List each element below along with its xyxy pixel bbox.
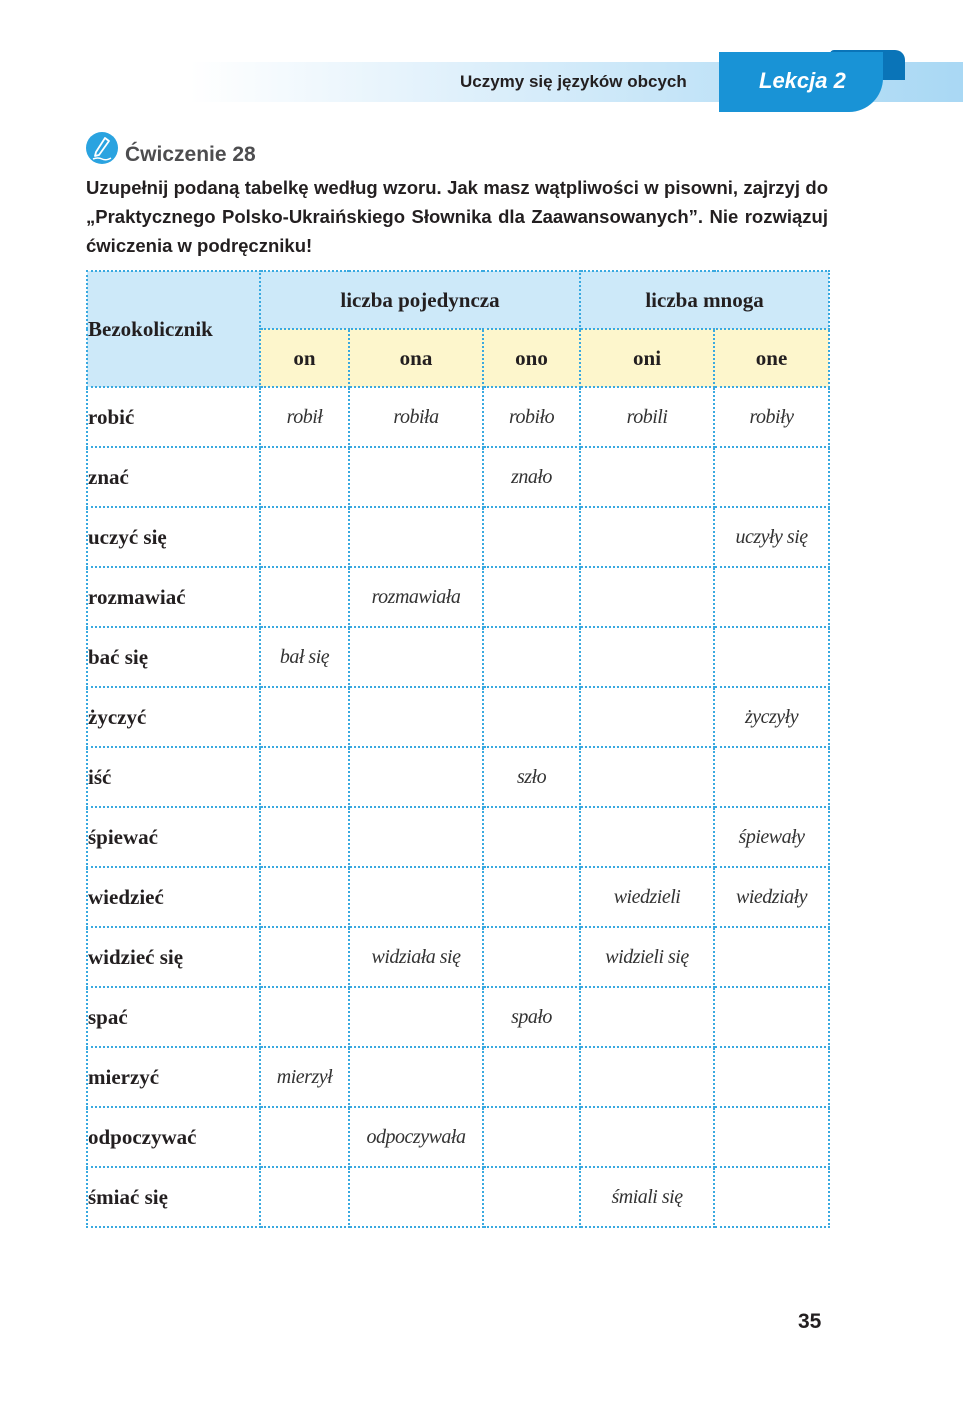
infinitive-cell: znać	[87, 447, 260, 507]
form-cell	[580, 747, 714, 807]
form-cell: mierzył	[260, 1047, 349, 1107]
form-cell	[483, 927, 580, 987]
table-row	[87, 507, 829, 567]
infinitive-cell: uczyć się	[87, 507, 260, 567]
form-cell: wiedziały	[714, 867, 829, 927]
form-cell	[260, 927, 349, 987]
infinitive-cell: życzyć	[87, 687, 260, 747]
pronoun-header: ona	[349, 329, 483, 387]
table-row	[87, 567, 829, 627]
form-cell	[483, 1047, 580, 1107]
form-cell	[580, 567, 714, 627]
form-cell	[714, 1107, 829, 1167]
infinitive-cell: bać się	[87, 627, 260, 687]
page-number: 35	[798, 1310, 822, 1333]
form-cell	[349, 687, 483, 747]
infinitive-cell: odpoczywać	[87, 1107, 260, 1167]
table-row	[87, 867, 829, 927]
form-cell	[349, 447, 483, 507]
pronoun-header: oni	[580, 329, 714, 387]
form-cell: widziała się	[349, 927, 483, 987]
infinitive-cell: spać	[87, 987, 260, 1047]
infinitive-cell: śmiać się	[87, 1167, 260, 1227]
form-cell: bał się	[260, 627, 349, 687]
form-cell: uczyły się	[714, 507, 829, 567]
form-cell	[260, 1167, 349, 1227]
table-row	[87, 687, 829, 747]
table-row	[87, 387, 829, 447]
infinitive-header: Bezokolicznik	[87, 271, 260, 387]
form-cell	[260, 507, 349, 567]
form-cell	[260, 747, 349, 807]
form-cell	[483, 507, 580, 567]
table-row	[87, 447, 829, 507]
form-cell	[260, 867, 349, 927]
infinitive-cell: śpiewać	[87, 807, 260, 867]
pronoun-header: ono	[483, 329, 580, 387]
form-cell	[260, 987, 349, 1047]
table-row	[87, 1047, 829, 1107]
form-cell: robiły	[714, 387, 829, 447]
plural-header: liczba mnoga	[580, 271, 829, 329]
section-title: Uczymy się języków obcych	[460, 72, 687, 91]
form-cell	[260, 567, 349, 627]
form-cell	[349, 747, 483, 807]
form-cell: życzyły	[714, 687, 829, 747]
form-cell	[714, 627, 829, 687]
form-cell	[483, 1107, 580, 1167]
form-cell: widzieli się	[580, 927, 714, 987]
form-cell	[580, 627, 714, 687]
table-row	[87, 1107, 829, 1167]
form-cell	[714, 927, 829, 987]
exercise-title: Ćwiczenie 28	[125, 143, 256, 166]
pronoun-header: on	[260, 329, 349, 387]
exercise-instructions: Uzupełnij podaną tabelkę według wzoru. Jak masz wątpliwości w pisowni, zajrzyj do „Praktycznego Polsko-Ukraińskiego Słownika dla Zaawansowanych”. Nie rozwiązuj ćwiczenia w podręczniku!	[86, 177, 828, 256]
form-cell	[580, 507, 714, 567]
form-cell	[483, 687, 580, 747]
lesson-label: Lekcja 2	[759, 68, 846, 93]
form-cell	[580, 987, 714, 1047]
form-cell	[260, 807, 349, 867]
form-cell	[580, 447, 714, 507]
form-cell: robili	[580, 387, 714, 447]
form-cell	[714, 1167, 829, 1227]
form-cell	[483, 627, 580, 687]
infinitive-cell: rozmawiać	[87, 567, 260, 627]
pronoun-header: one	[714, 329, 829, 387]
form-cell: spało	[483, 987, 580, 1047]
form-cell: szło	[483, 747, 580, 807]
form-cell	[483, 567, 580, 627]
form-cell	[714, 747, 829, 807]
table-row	[87, 807, 829, 867]
infinitive-cell: wiedzieć	[87, 867, 260, 927]
form-cell	[349, 867, 483, 927]
infinitive-cell: mierzyć	[87, 1047, 260, 1107]
form-cell	[349, 987, 483, 1047]
form-cell	[483, 807, 580, 867]
form-cell	[580, 1047, 714, 1107]
conjugation-table	[86, 270, 830, 1228]
form-cell: odpoczywała	[349, 1107, 483, 1167]
form-cell	[714, 567, 829, 627]
form-cell	[483, 1167, 580, 1227]
form-cell: robiło	[483, 387, 580, 447]
form-cell	[714, 987, 829, 1047]
form-cell	[580, 807, 714, 867]
table-row	[87, 987, 829, 1047]
form-cell: znało	[483, 447, 580, 507]
form-cell	[580, 1107, 714, 1167]
form-cell	[349, 1167, 483, 1227]
infinitive-cell: robić	[87, 387, 260, 447]
form-cell	[260, 687, 349, 747]
form-cell	[349, 507, 483, 567]
form-cell	[349, 627, 483, 687]
table-row	[87, 1167, 829, 1227]
pencil-icon	[86, 132, 118, 164]
form-cell	[483, 867, 580, 927]
form-cell	[260, 447, 349, 507]
form-cell: wiedzieli	[580, 867, 714, 927]
table-row	[87, 927, 829, 987]
singular-header: liczba pojedyncza	[260, 271, 580, 329]
infinitive-cell: widzieć się	[87, 927, 260, 987]
form-cell: robiła	[349, 387, 483, 447]
form-cell	[349, 807, 483, 867]
form-cell: rozmawiała	[349, 567, 483, 627]
table-row	[87, 627, 829, 687]
form-cell: śpiewały	[714, 807, 829, 867]
form-cell: robił	[260, 387, 349, 447]
infinitive-cell: iść	[87, 747, 260, 807]
form-cell	[714, 1047, 829, 1107]
form-cell	[714, 447, 829, 507]
form-cell	[349, 1047, 483, 1107]
form-cell: śmiali się	[580, 1167, 714, 1227]
form-cell	[260, 1107, 349, 1167]
table-row	[87, 747, 829, 807]
form-cell	[580, 687, 714, 747]
